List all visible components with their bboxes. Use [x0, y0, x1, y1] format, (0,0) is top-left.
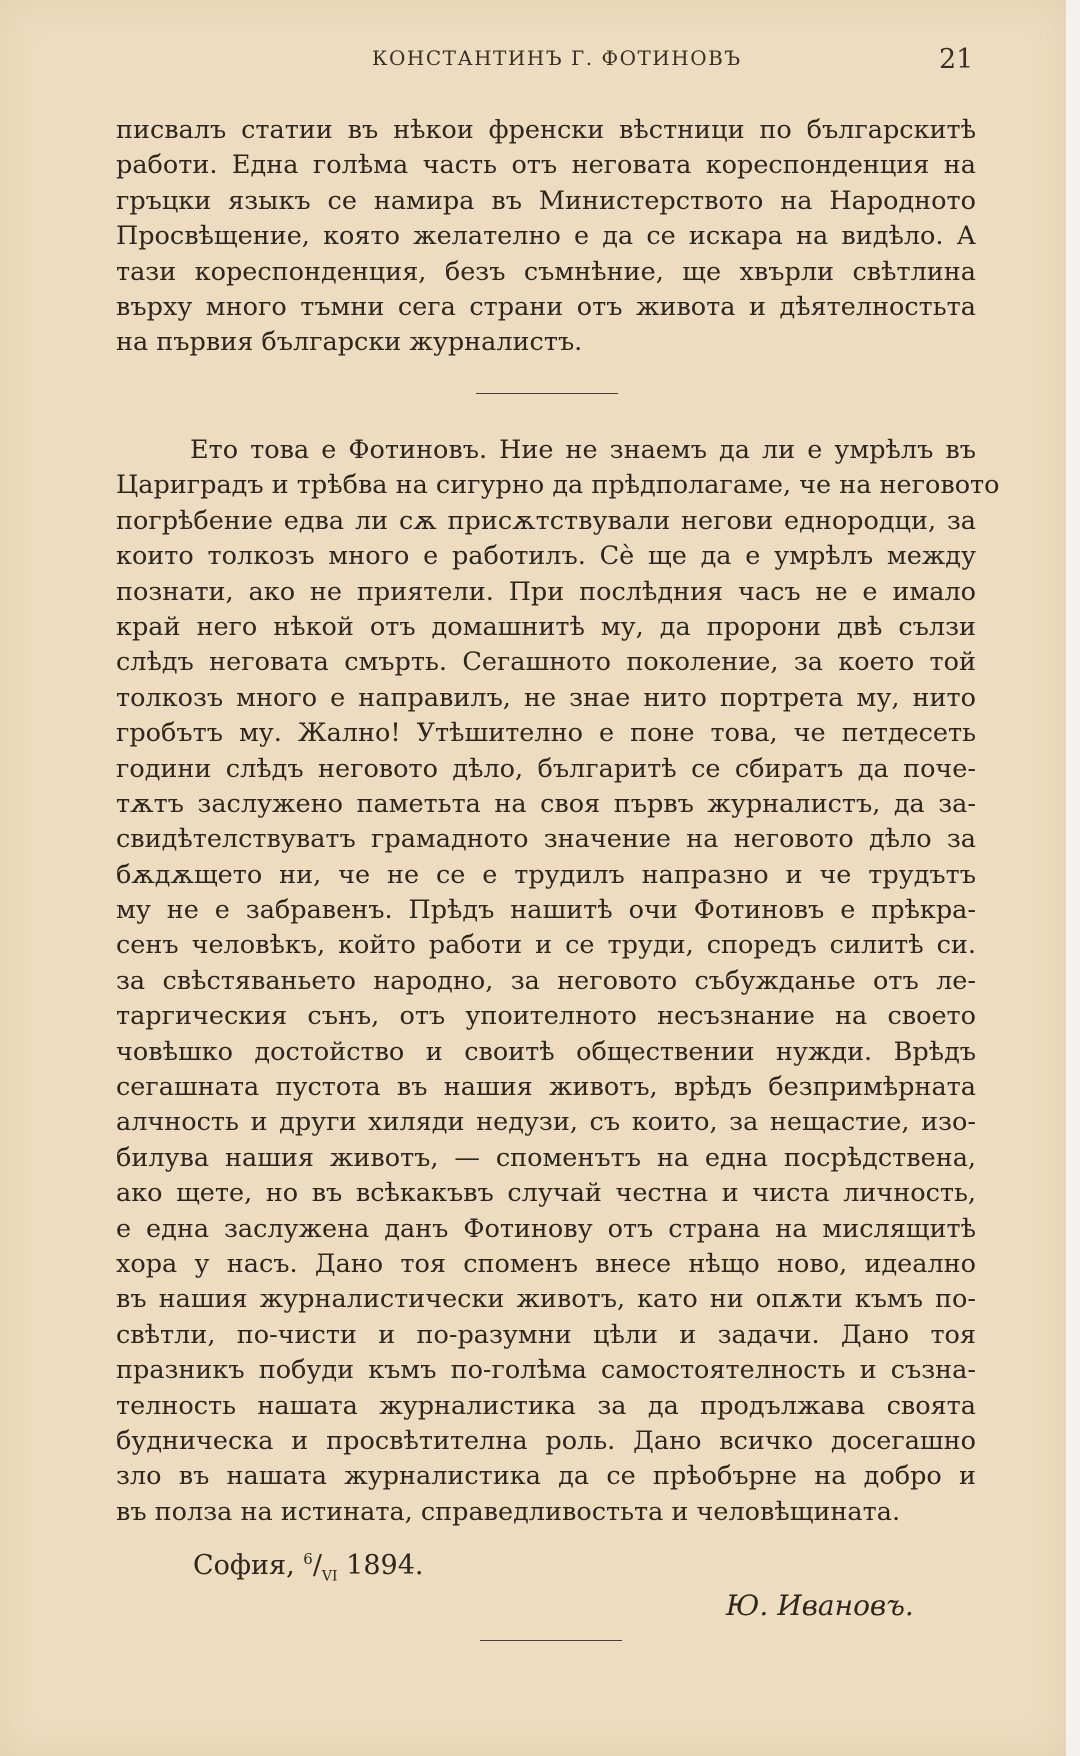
text-line: му не е забравенъ. Прѣдъ нашитѣ очи Фотиновъ е прѣкра- — [116, 895, 976, 926]
text-line: ако щете, но въ всѣкакъвъ случай честна и чиста личность, — [116, 1178, 976, 1209]
text-line: писвалъ статии въ нѣкои френски вѣстници по българскитѣ — [116, 115, 976, 145]
text-line: свѣтли, по-чисти и по-разумни цѣли и задачи. Дано тоя — [116, 1319, 976, 1350]
paragraph-main — [116, 433, 1000, 1530]
date-month: VI — [321, 1568, 338, 1585]
text-line: погрѣбение едва ли сѫ присѫтствували негови еднородци, за — [116, 505, 976, 536]
page-edge — [1066, 0, 1080, 1756]
text-line: познати, ако не приятели. При послѣдния часъ не е имало — [116, 576, 976, 607]
text-line: будническа и просвѣтителна роль. Дано всичко досегашно — [116, 1425, 976, 1456]
text-line: върху много тъмни сега страни отъ живота и дѣятелностьта — [116, 291, 976, 322]
running-head — [0, 44, 1066, 80]
text-line: за свѣстяваньето народно, за неговото събужданье отъ ле- — [116, 965, 976, 996]
text-line: телность нашата журналистика за да продължава своята — [116, 1390, 976, 1421]
page-number: 21 — [939, 44, 974, 75]
text-line: таргическия сънъ, отъ упоителното несъзнание на своето — [116, 1001, 976, 1032]
text-line: Ето това е Фотиновъ. Ние не знаемъ да ли е умрѣлъ въ — [190, 435, 976, 465]
text-line: празникъ побуди къмъ по-голѣма самостоятелность и съзна- — [116, 1355, 976, 1386]
date-day: 6 — [303, 1550, 313, 1568]
text-line: въ нашия журналистически животъ, като ни опѫти къмъ по- — [116, 1284, 976, 1315]
text-line: гръцки языкъ се намира въ Министерството на Народното — [116, 185, 976, 216]
text-line: сенъ человѣкъ, който работи и се труди, споредъ силитѣ си. — [116, 930, 976, 961]
text-line: слѣдъ неговата смърть. Сегашното поколение, за което той — [116, 647, 976, 678]
text-line: билува нашия животъ, — споменътъ на една посрѣдствена, — [116, 1142, 976, 1173]
end-divider — [480, 1640, 622, 1641]
text-line: край него нѣкой отъ домашнитѣ му, да пророни двѣ сълзи — [116, 611, 976, 642]
text-line: Цариградъ и трѣбва на сигурно да прѣдполагаме, че на неговото — [116, 470, 1000, 501]
section-divider — [476, 393, 618, 394]
text-line: свидѣтелствуватъ грамадното значение на неговото дѣло за — [116, 824, 976, 855]
running-title: КОНСТАНТИНЪ Г. ФОТИНОВЪ — [372, 46, 742, 70]
text-line: бѫдѫщето ни, че не се е трудилъ напразно и че трудътъ — [116, 859, 976, 890]
text-line: тѫтъ заслужено паметьта на своя първъ журналистъ, да за- — [116, 788, 976, 819]
text-line: човѣшко достойство и своитѣ обществении нужди. Врѣдъ — [116, 1036, 976, 1067]
date-year: 1894. — [346, 1550, 424, 1581]
text-line: е една заслужена данъ Фотинову отъ страна на мислящитѣ — [116, 1213, 976, 1244]
text-line: гробътъ му. Жално! Утѣшително е поне това, че петдесеть — [116, 718, 976, 749]
text-line: работи. Една голѣма часть отъ неговата кореспонденция на — [116, 150, 976, 181]
text-line: въ полза на истината, справедливостьта и человѣщината. — [116, 1496, 901, 1527]
text-line: зло въ нашата журналистика да се прѣобърне на добро и — [116, 1461, 976, 1492]
place: София, — [193, 1550, 295, 1581]
paragraph-continued — [116, 113, 976, 361]
text-line: на първия български журналистъ. — [116, 327, 583, 358]
text-line: толкозъ много е направилъ, не знае нито портрета му, нито — [116, 682, 976, 713]
author-signature: Ю. Ивановъ. — [726, 1589, 914, 1622]
text-line: които толкозъ много е работилъ. Сѐ ще да е умрѣлъ между — [116, 541, 976, 572]
text-line: години слѣдъ неговото дѣло, българитѣ се сбиратъ да поче- — [116, 753, 976, 784]
text-line: Просвѣщение, която желателно е да се искара на видѣло. А — [116, 221, 976, 252]
text-line: алчность и други хиляди недузи, съ които, за нещастие, изо- — [116, 1107, 976, 1138]
place-and-date: София, $^6/_{VI}$ 1894. — [193, 1550, 424, 1585]
text-line: сегашната пустота въ нашия животъ, врѣдъ безпримѣрната — [116, 1072, 976, 1103]
text-line: тази кореспонденция, безъ съмнѣние, ще хвърли свѣтлина — [116, 256, 976, 287]
text-line: хора у насъ. Дано тоя споменъ внесе нѣщо ново, идеално — [116, 1248, 976, 1279]
